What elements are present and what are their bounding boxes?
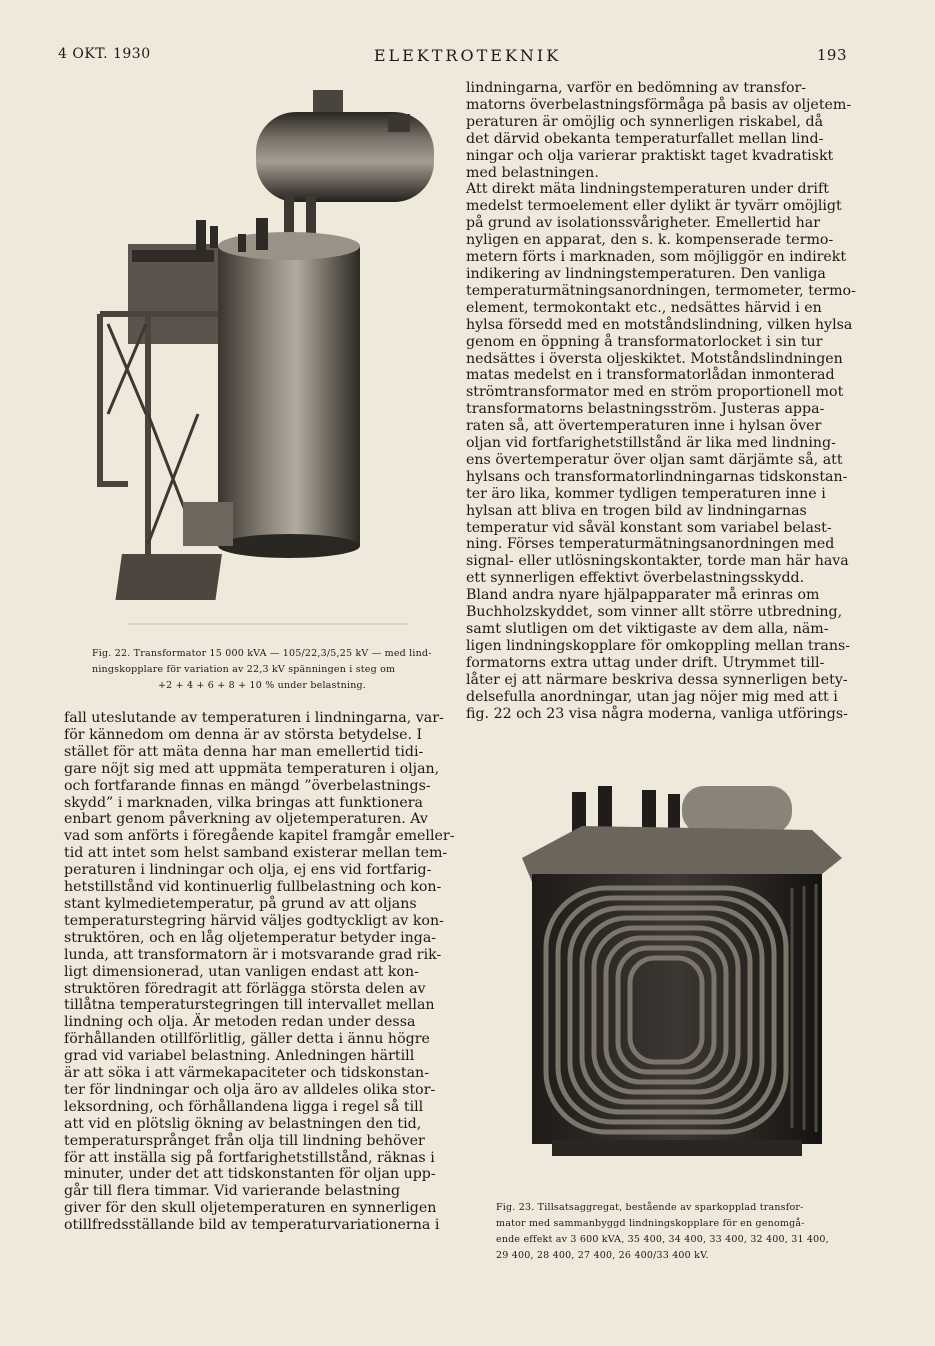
text-line: matorns överbelastningsförmåga på basis av oljetem- xyxy=(466,96,852,113)
text-line: delsefulla anordningar, utan jag nöjer mig med att i xyxy=(466,688,838,705)
text-line: hylsan att bliva en trogen bild av lindningarnas xyxy=(466,502,807,519)
text-line: element, termokontakt etc., nedsättes härvid i en xyxy=(466,299,822,316)
text-line: tillåtna temperaturstegringen till intervallet mellan xyxy=(64,997,435,1014)
caption-line: 29 400, 28 400, 27 400, 26 400/33 400 kV. xyxy=(496,1250,709,1261)
caption-line: Fig. 23. Tillsatsaggregat, bestående av sparkopplad transfor- xyxy=(496,1202,804,1213)
text-line: gare nöjt sig med att uppmäta temperaturen i oljan, xyxy=(64,760,440,777)
text-line: hylsa försedd med en motståndslindning, vilken hylsa xyxy=(466,316,853,333)
text-line: tid att intet som helst samband existerar mellan tem- xyxy=(64,845,448,862)
text-line: peraturen är omöjlig och synnerligen riskabel, då xyxy=(466,113,824,130)
text-line: fig. 22 och 23 visa några moderna, vanliga utförings- xyxy=(466,705,848,722)
text-line: ter för lindningar och olja äro av alldeles olika stor- xyxy=(64,1081,436,1098)
text-line: låter ej att närmare beskriva dessa synnerligen bety- xyxy=(466,671,848,688)
text-line: lunda, att transformatorn är i motsvarande grad rik- xyxy=(64,946,442,963)
text-line: formatorns extra uttag under drift. Utrymmet till- xyxy=(466,654,825,671)
caption-line: +2 + 4 + 6 + 8 + 10 % under belastning. xyxy=(157,680,367,691)
text-line: struktören, och en låg oljetemperatur betyder inga- xyxy=(64,929,437,946)
text-line: matas medelst en i transformatorlådan inmonterad xyxy=(466,367,835,384)
text-line: ning. Förses temperaturmätningsanordningen med xyxy=(466,536,835,553)
text-line: hylsans och transformatorlindningarnas tidskonstan- xyxy=(466,468,848,485)
text-line: metern förts i marknaden, som möjliggör en indirekt xyxy=(466,249,847,266)
text-line: är att söka i att värmekapaciteter och tidskonstan- xyxy=(64,1065,429,1082)
text-line: otillfredsställande bild av temperaturvariationerna i xyxy=(64,1217,440,1234)
text-line: för att inställa sig på fortfarighetstillstånd, räknas i xyxy=(64,1149,435,1166)
text-line: ens övertemperatur över oljan samt därjämte så, att xyxy=(466,451,843,468)
text-line: skydd” i marknaden, vilka bringas att funktionera xyxy=(64,794,423,811)
text-line: fall uteslutande av temperaturen i lindningarna, var- xyxy=(64,710,444,726)
text-line: för kännedom om denna är av största betydelse. I xyxy=(64,726,423,743)
text-line: struktören föredragit att förlägga största delen av xyxy=(64,980,426,997)
caption-line: ende effekt av 3 600 kVA, 35 400, 34 400, 33 400, 32 400, 31 400, xyxy=(496,1234,829,1245)
text-line: medelst termoelement eller dylikt är tyvärr omöjligt xyxy=(466,198,842,215)
text-line: temperatursprånget från olja till lindning behöver xyxy=(64,1132,425,1149)
figure-23-photo xyxy=(492,778,860,1166)
text-line: Att direkt mäta lindningstemperaturen under drift xyxy=(466,181,829,198)
text-line: förhållanden otillförlitlig, gäller detta i ännu högre xyxy=(64,1031,430,1048)
caption-line: Fig. 22. Transformator 15 000 kVA — 105/22,3/5,25 kV — med lind- xyxy=(92,648,432,659)
text-line: raten så, att övertemperaturen inne i hylsan över xyxy=(466,418,822,435)
text-line: ett synnerligen effektivt överbelastningsskydd. xyxy=(466,570,805,587)
text-line: att vid en plötslig ökning av belastningen den tid, xyxy=(64,1115,422,1132)
figure-23-caption xyxy=(496,1200,836,1264)
text-line: Buchholzskyddet, som vinner allt större utbredning, xyxy=(466,604,843,621)
text-line: temperaturmätningsanordningen, termometer, termo- xyxy=(466,282,856,299)
left-text-column xyxy=(64,710,455,1234)
text-line: enbart genom påverkning av oljetemperaturen. Av xyxy=(64,811,428,828)
text-line: giver för den skull oljetemperaturen en synnerligen xyxy=(64,1200,437,1217)
text-line: grad vid variabel belastning. Anledningen härtill xyxy=(64,1048,415,1065)
figure-22-photo xyxy=(88,84,446,640)
text-line: går till flera timmar. Vid varierande belastning xyxy=(64,1183,401,1200)
text-line: peraturen i lindningar och olja, ej ens vid fortfarig- xyxy=(64,862,432,879)
text-line: temperaturstegring härvid väljes godtyckligt av kon- xyxy=(64,912,444,929)
text-line: och fortfarande finnas en mängd ”överbelastnings- xyxy=(64,777,431,794)
text-line: temperatur vid såväl konstant som variabel belast- xyxy=(466,519,832,536)
text-line: Bland andra nyare hjälpapparater må erinras om xyxy=(466,587,820,604)
text-line: transformatorns belastningsström. Justeras appa- xyxy=(466,401,825,418)
right-text-column xyxy=(466,80,856,722)
text-line: lindningarna, varför en bedömning av transfor- xyxy=(466,80,807,96)
text-line: med belastningen. xyxy=(466,164,599,181)
text-line: på grund av isolationssvårigheter. Emellertid har xyxy=(466,215,821,232)
transformer-with-conservator-illustration xyxy=(88,84,446,640)
figure-22-caption xyxy=(92,646,432,694)
text-line: ligt dimensionerad, utan vanligen endast att kon- xyxy=(64,963,419,980)
page-number: 193 xyxy=(816,46,847,64)
caption-line: mator med sammanbyggd lindningskopplare för en genomgå- xyxy=(496,1218,805,1229)
text-line: vad som anförts i föregående kapitel framgår emeller- xyxy=(64,828,455,845)
text-line: det därvid obekanta temperaturfallet mellan lind- xyxy=(466,130,824,147)
journal-title: ELEKTROTEKNIK xyxy=(373,46,562,65)
text-line: ningar och olja varierar praktiskt taget kvadratiskt xyxy=(466,147,834,164)
text-line: stant kylmedietemperatur, på grund av att oljans xyxy=(64,895,417,912)
text-line: oljan vid fortfarighetstillstånd är lika med lindning- xyxy=(466,435,836,452)
transformer-with-cooling-tubes-illustration xyxy=(492,778,860,1166)
text-line: leksordning, och förhållandena ligga i regel så till xyxy=(64,1098,424,1115)
caption-line: ningskopplare för variation av 22,3 kV spänningen i steg om xyxy=(92,664,396,675)
text-line: nedsättes i översta oljeskiktet. Motståndslindningen xyxy=(466,350,843,367)
text-line: signal- eller utlösningskontakter, torde man här hava xyxy=(466,553,849,570)
text-line: ter äro lika, kommer tydligen temperaturen inne i xyxy=(466,485,826,502)
text-line: nyligen en apparat, den s. k. kompenserade termo- xyxy=(466,232,834,249)
text-line: lindning och olja. Är metoden redan under dessa xyxy=(64,1014,416,1031)
text-line: minuter, under det att tidskonstanten för oljan upp- xyxy=(64,1166,436,1183)
text-line: ligen lindningskopplare för omkoppling mellan trans- xyxy=(466,637,851,654)
text-line: indikering av lindningstemperaturen. Den vanliga xyxy=(466,265,826,282)
text-line: stället för att mäta denna har man emellertid tidi- xyxy=(64,743,424,760)
text-line: strömtransformator med en ström proportionell mot xyxy=(466,384,844,401)
text-line: samt slutligen om det viktigaste av dem alla, näm- xyxy=(466,621,829,637)
text-line: hetstillstånd vid kontinuerlig fullbelastning och kon- xyxy=(64,879,442,896)
text-line: genom en öppning å transformatorlocket i sin tur xyxy=(466,333,823,350)
issue-date: 4 OKT. 1930 xyxy=(58,46,151,62)
